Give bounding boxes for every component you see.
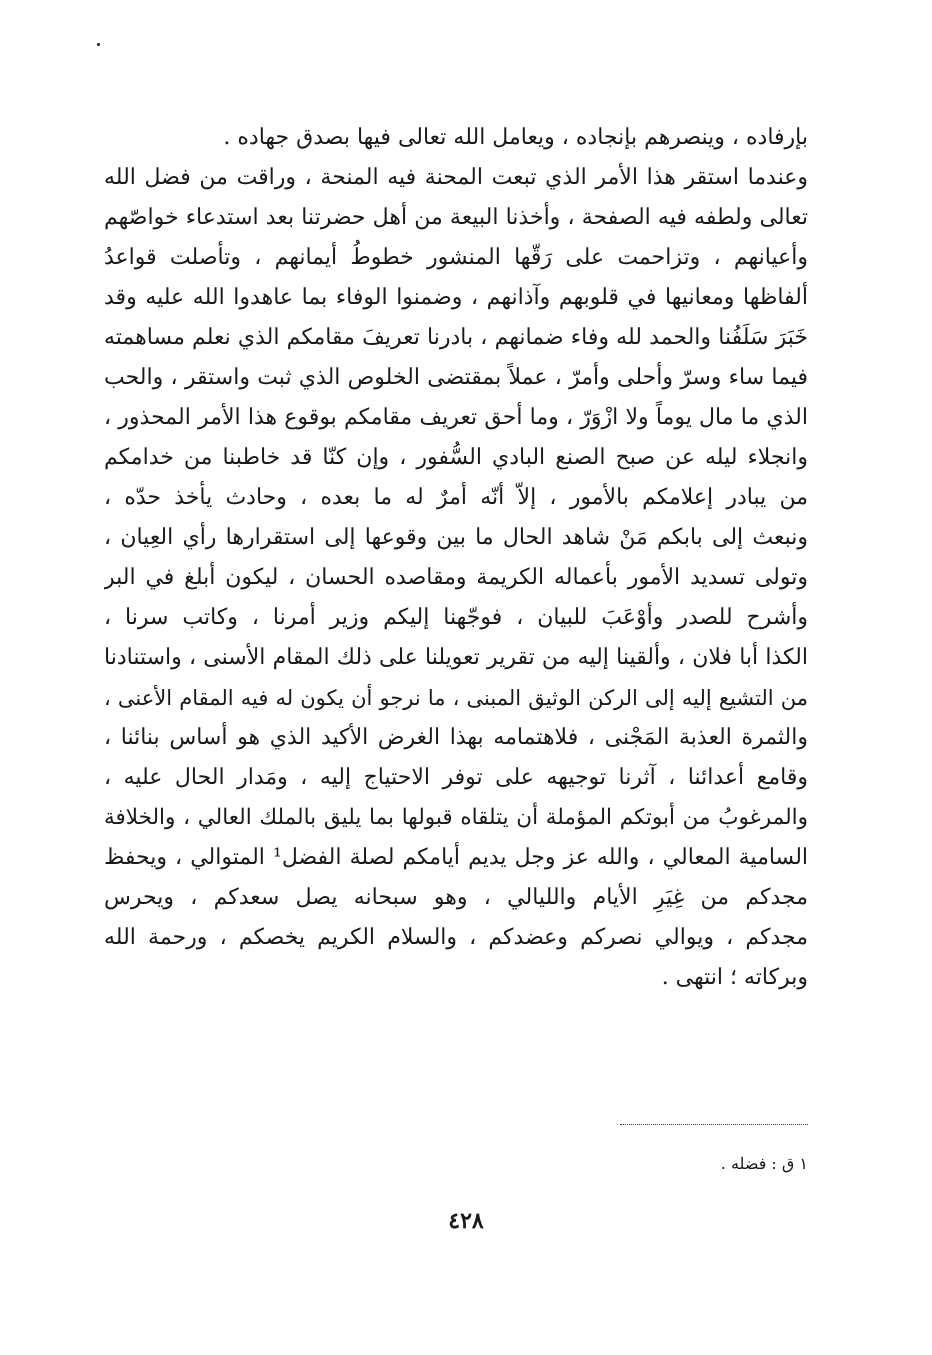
text-line: وتولى تسديد الأمور بأعماله الكريمة ومقاصده الحسان ، ليكون أبلغ في البر [104, 565, 808, 590]
text-line: والثمرة العذبة المَجْنى ، فلاهتمامه بهذا الغرض الأكيد الذي هو أساس بنائنا ، [104, 725, 808, 750]
text-line: وأشرح للصدر وأوْعَبَ للبيان ، فوجّهنا إليكم وزير أمرنا ، وكاتب سرنا ، [104, 605, 808, 630]
text-line: خَبَرَ سَلَفُنا والحمد لله وفاء ضمانهم ، بادرنا تعريفَ مقامكم الذي نعلم مساهمته [104, 325, 808, 350]
footnote: ١ ق : فضله . [720, 1154, 808, 1173]
text-line: والمرغوبُ من أبوتكم المؤملة أن يتلقاه قبولها بما يليق بالملك العالي ، والخلافة [104, 805, 808, 830]
text-line: ألفاظها ومعانيها في قلوبهم وآذانهم ، وضمنوا الوفاء بما عاهدوا الله عليه وقد [104, 285, 808, 310]
text-line: من يبادر إعلامكم بالأمور ، إلاّ أنّه أمرٌ له ما بعده ، وحادث يأخذ حدّه ، [104, 485, 808, 510]
text-line: وقامع أعدائنا ، آثرنا توجيهه على توفر الاحتياج إليه ، ومَدار الحال عليه ، [104, 765, 808, 790]
text-line: وانجلاء ليله عن صبح الصنع البادي السُّفور ، وإن كنّا قد خاطبنا من خدامكم [104, 445, 808, 470]
page-number: ٤٢٨ [448, 1208, 484, 1234]
footnote-separator [620, 1124, 808, 1125]
text-line: تعالى ولطفه فيه الصفحة ، وأخذنا البيعة من أهل حضرتنا بعد استدعاء خواصّهم [104, 205, 808, 230]
text-line: وعندما استقر هذا الأمر الذي تبعت المحنة فيه المنحة ، وراقت من فضل الله [104, 165, 808, 190]
text-line: مجدكم من غِيَرِ الأيام والليالي ، وهو سبحانه يصل سعدكم ، ويحرس [104, 885, 808, 910]
text-line: من التشيع إليه إلى الركن الوثيق المبنى ، ما نرجو أن يكون له فيه المقام الأعنى ، [104, 686, 808, 710]
text-line: مجدكم ، ويوالي نصركم وعضدكم ، والسلام الكريم يخصكم ، ورحمة الله [104, 925, 808, 950]
text-line: بإرفاده ، وينصرهم بإنجاده ، ويعامل الله تعالى فيها بصدق جهاده . [223, 125, 808, 150]
text-line: ونبعث إلى بابكم مَنْ شاهد الحال ما بين وقوعها إلى استقرارها رأي العِيان ، [104, 525, 808, 550]
text-line: وأعيانهم ، وتزاحمت على رَقّها المنشور خطوطُ أيمانهم ، وتأصلت قواعدُ [104, 245, 808, 270]
scan-speck [97, 43, 100, 46]
text-line: وبركاته ؛ انتهى . [661, 965, 808, 990]
text-line: الذي ما مال يوماً ولا ازْوَرّ ، وما أحق تعريف مقامكم بوقوع هذا الأمر المحذور ، [104, 405, 808, 430]
text-line: الكذا أبا فلان ، وألقينا إليه من تقرير تعويلنا على ذلك المقام الأسنى ، واستنادنا [104, 645, 808, 670]
body-text [104, 118, 808, 998]
text-line: فيما ساء وسرّ وأحلى وأمرّ ، عملاً بمقتضى الخلوص الذي ثبت واستقر ، والحب [104, 365, 808, 390]
text-line: السامية المعالي ، والله عز وجل يديم أيامكم لصلة الفضل¹ المتوالي ، ويحفظ [104, 845, 808, 870]
